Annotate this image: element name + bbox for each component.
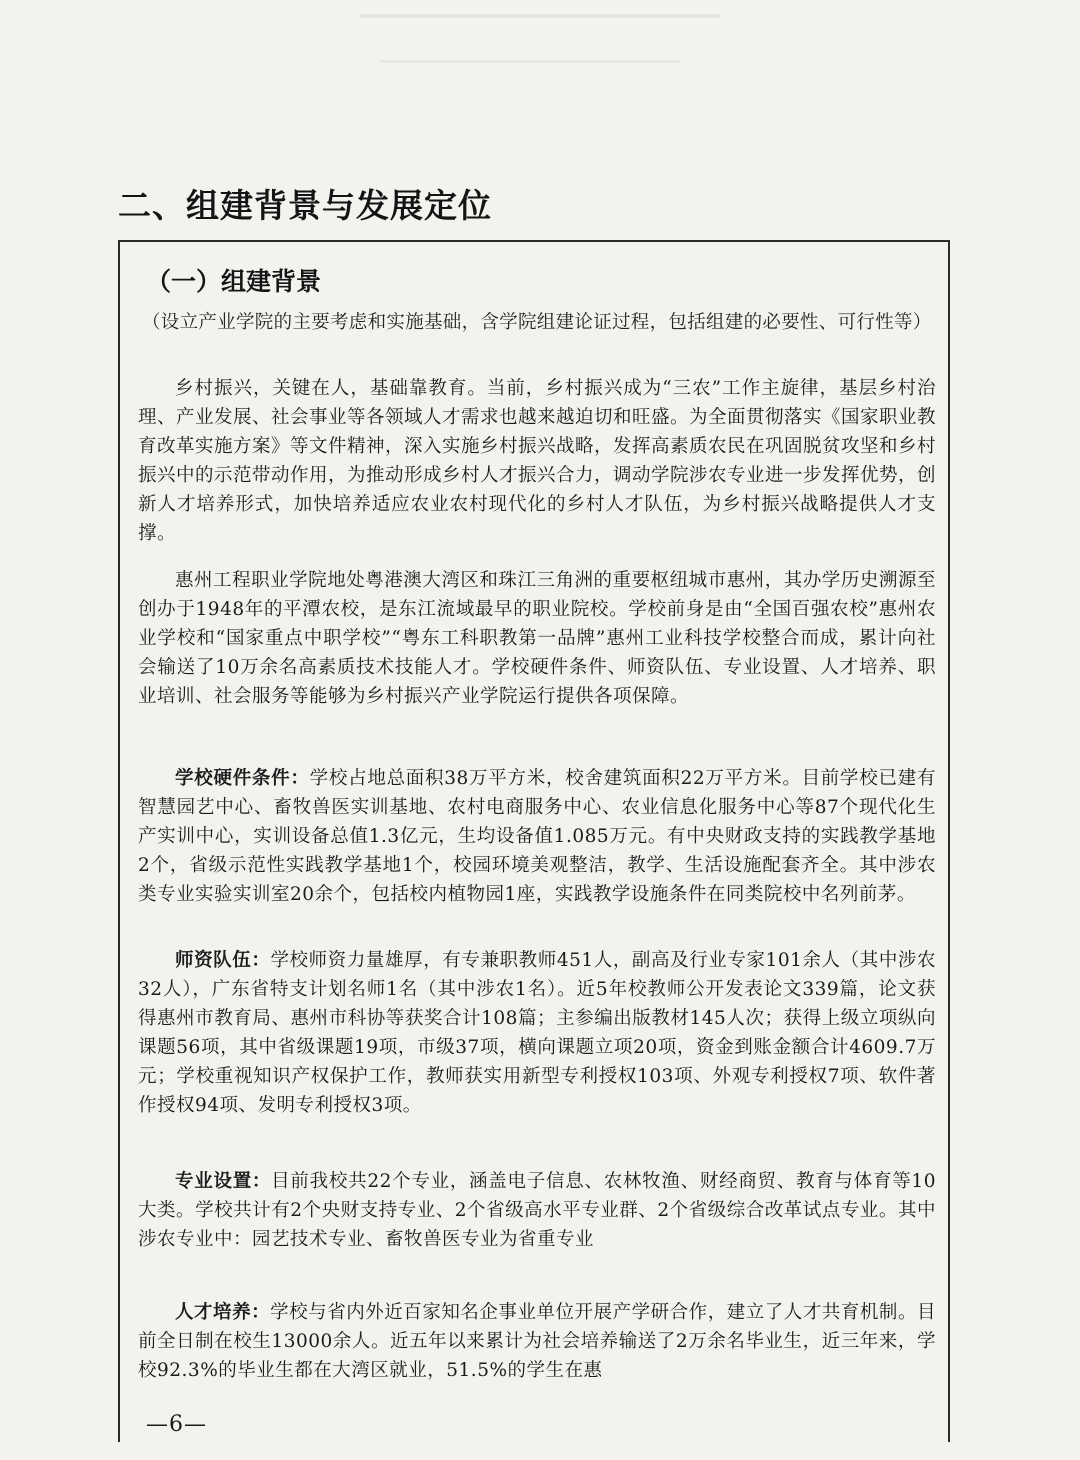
paragraph-talent-training xyxy=(138,1298,936,1385)
paragraph-majors xyxy=(138,1167,936,1254)
paragraph-text: 学校与省内外近百家知名企事业单位开展产学研合作，建立了人才共育机制。目前全日制在校生13000余人。近五年以来累计为社会培养输送了2万余名毕业生，近三年来，学校92.3%的毕业生都在大湾区就业，51.5%的学生在惠 xyxy=(138,1302,936,1381)
page-number: —6— xyxy=(146,1412,207,1437)
box-instruction-note: （设立产业学院的主要考虑和实施基础，含学院组建论证过程，包括组建的必要性、可行性等） xyxy=(142,312,932,333)
paragraph-text: 学校占地总面积38万平方米，校舍建筑面积22万平方米。目前学校已建有智慧园艺中心、畜牧兽医实训基地、农村电商服务中心、农业信息化服务中心等87个现代化生产实训中心，实训设备总值1.3亿元，生均设备值1.085万元。有中央财政支持的实践教学基地2个，省级示范性实践教学基地1个，校园环境美观整洁，教学、生活设施配套齐全。其中涉农类专业实验实训室20余个，包括校内植物园1座，实践教学设施条件在同类院校中名列前茅。 xyxy=(138,768,936,905)
paragraph-label: 专业设置： xyxy=(175,1171,272,1192)
paragraph-rural-revitalization xyxy=(138,374,936,548)
paragraph-faculty xyxy=(138,946,936,1120)
paragraph-text: 惠州工程职业学院地处粤港澳大湾区和珠江三角洲的重要枢纽城市惠州，其办学历史溯源至创办于1948年的平潭农校，是东江流域最早的职业院校。学校前身是由“全国百强农校”惠州农业学校和“国家重点中职学校”“粤东工科职教第一品牌”惠州工业科技学校整合而成，累计向社会输送了10万余名高素质技术技能人才。学校硬件条件、师资队伍、专业设置、人才培养、职业培训、社会服务等能够为乡村振兴产业学院运行提供各项保障。 xyxy=(138,570,936,707)
bleed-through-mark-top xyxy=(360,14,720,18)
paragraph-text: 乡村振兴，关键在人，基础靠教育。当前，乡村振兴成为“三农”工作主旋律，基层乡村治理、产业发展、社会事业等各领域人才需求也越来越迫切和旺盛。为全面贯彻落实《国家职业教育改革实施方案》等文件精神，深入实施乡村振兴战略，发挥高素质农民在巩固脱贫攻坚和乡村振兴中的示范带动作用，为推动形成乡村人才振兴合力，调动学院涉农专业进一步发挥优势，创新人才培养形式，加快培养适应农业农村现代化的乡村人才队伍，为乡村振兴战略提供人才支撑。 xyxy=(138,378,937,544)
paragraph-label: 师资队伍： xyxy=(175,950,271,971)
background-box xyxy=(118,240,950,1442)
box-subheading: （一）组建背景 xyxy=(146,267,322,296)
paragraph-text: 目前我校共22个专业，涵盖电子信息、农林牧渔、财经商贸、教育与体育等10大类。学校共计有2个央财支持专业、2个省级高水平专业群、2个省级综合改革试点专业。其中涉农专业中：园艺技术专业、畜牧兽医专业为省重专业 xyxy=(138,1171,936,1250)
paragraph-text: 学校师资力量雄厚，有专兼职教师451人，副高及行业专家101余人（其中涉农32人），广东省特支计划名师1名（其中涉农1名）。近5年校教师公开发表论文339篇，论文获得惠州市教育局、惠州市科协等获奖合计108篇；主参编出版教材145人次；获得上级立项纵向课题56项，其中省级课题19项，市级37项，横向课题立项20项，资金到账金额合计4609.7万元；学校重视知识产权保护工作，教师获实用新型专利授权103项、外观专利授权7项、软件著作授权94项、发明专利授权3项。 xyxy=(138,950,936,1116)
bleed-through-mark-second xyxy=(380,60,680,63)
paragraph-hardware xyxy=(138,764,936,909)
paragraph-school-history xyxy=(138,566,936,711)
paragraph-label: 学校硬件条件： xyxy=(175,768,310,789)
paragraph-label: 人才培养： xyxy=(175,1302,271,1323)
section-heading: 二、组建背景与发展定位 xyxy=(118,186,492,225)
